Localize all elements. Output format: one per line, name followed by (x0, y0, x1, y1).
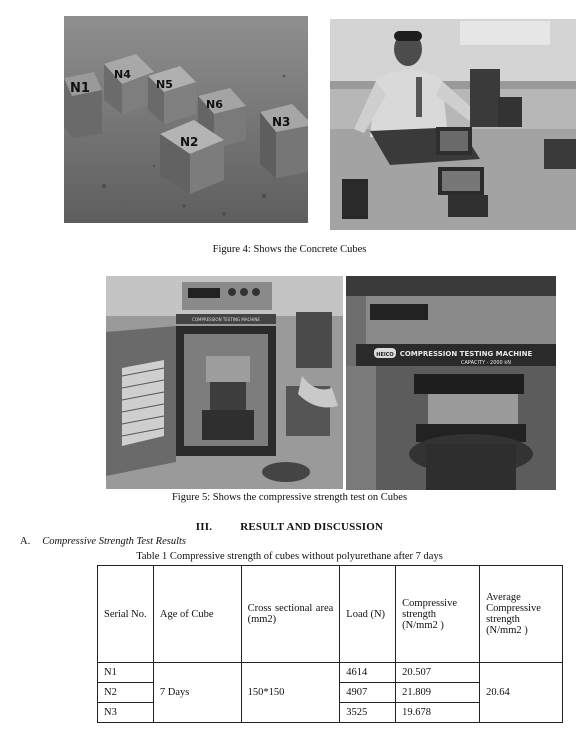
header-load: Load (N) (340, 566, 396, 663)
svg-text:N4: N4 (114, 68, 131, 81)
section-title: RESULT AND DISCUSSION (240, 521, 384, 533)
figure4-caption: Figure 4: Shows the Concrete Cubes (212, 244, 367, 255)
svg-text:N5: N5 (156, 78, 173, 91)
results-table (97, 565, 563, 723)
svg-text:N3: N3 (272, 115, 291, 129)
header-age: Age of Cube (153, 566, 241, 663)
svg-text:N2: N2 (180, 135, 199, 149)
section-number: III. (195, 521, 213, 533)
svg-text:COMPRESSION TESTING MACHINE: COMPRESSION TESTING MACHINE (192, 317, 260, 322)
svg-text:CAPACITY - 2000 kN: CAPACITY - 2000 kN (461, 360, 511, 366)
row-serial: N1 (98, 663, 154, 683)
testing-machine-photo (106, 276, 343, 489)
cross-value: 150*150 (241, 663, 340, 723)
header-serial: Serial No. (98, 566, 154, 663)
subsection-title: Compressive Strength Test Results (42, 536, 187, 547)
row-load: 4907 (340, 683, 396, 703)
svg-text:COMPRESSION TESTING MACHINE: COMPRESSION TESTING MACHINE (399, 350, 533, 358)
row-strength: 20.507 (396, 663, 480, 683)
row-serial: N3 (98, 703, 154, 723)
section-heading (0, 521, 579, 533)
table-caption: Table 1 Compressive strength of cubes without polyurethane after 7 days (136, 551, 443, 562)
subsection-heading (20, 536, 186, 547)
table-header-row (98, 566, 563, 663)
row-load: 4614 (340, 663, 396, 683)
table-row (98, 663, 563, 683)
cube-n1 (64, 72, 102, 138)
row-strength: 21.809 (396, 683, 480, 703)
average-value: 20.64 (480, 663, 563, 723)
machine-closeup-photo (346, 276, 556, 490)
row-load: 3525 (340, 703, 396, 723)
header-average: Average Compressive strength (N/mm2 ) (480, 566, 563, 663)
cube-n3 (260, 104, 308, 178)
svg-text:N1: N1 (70, 81, 90, 96)
concrete-cubes-photo (64, 16, 308, 223)
header-strength: Compressive strength (N/mm2 ) (396, 566, 480, 663)
row-serial: N2 (98, 683, 154, 703)
header-cross-area: Cross sectional area (mm2) (241, 566, 340, 663)
figure5-caption: Figure 5: Shows the compressive strength test on Cubes (171, 492, 408, 503)
svg-text:HEICO: HEICO (376, 352, 394, 358)
row-strength: 19.678 (396, 703, 480, 723)
subsection-letter: A. (20, 536, 31, 547)
svg-text:N6: N6 (206, 98, 223, 111)
person-with-moulds-photo (330, 19, 576, 230)
age-value: 7 Days (153, 663, 241, 723)
